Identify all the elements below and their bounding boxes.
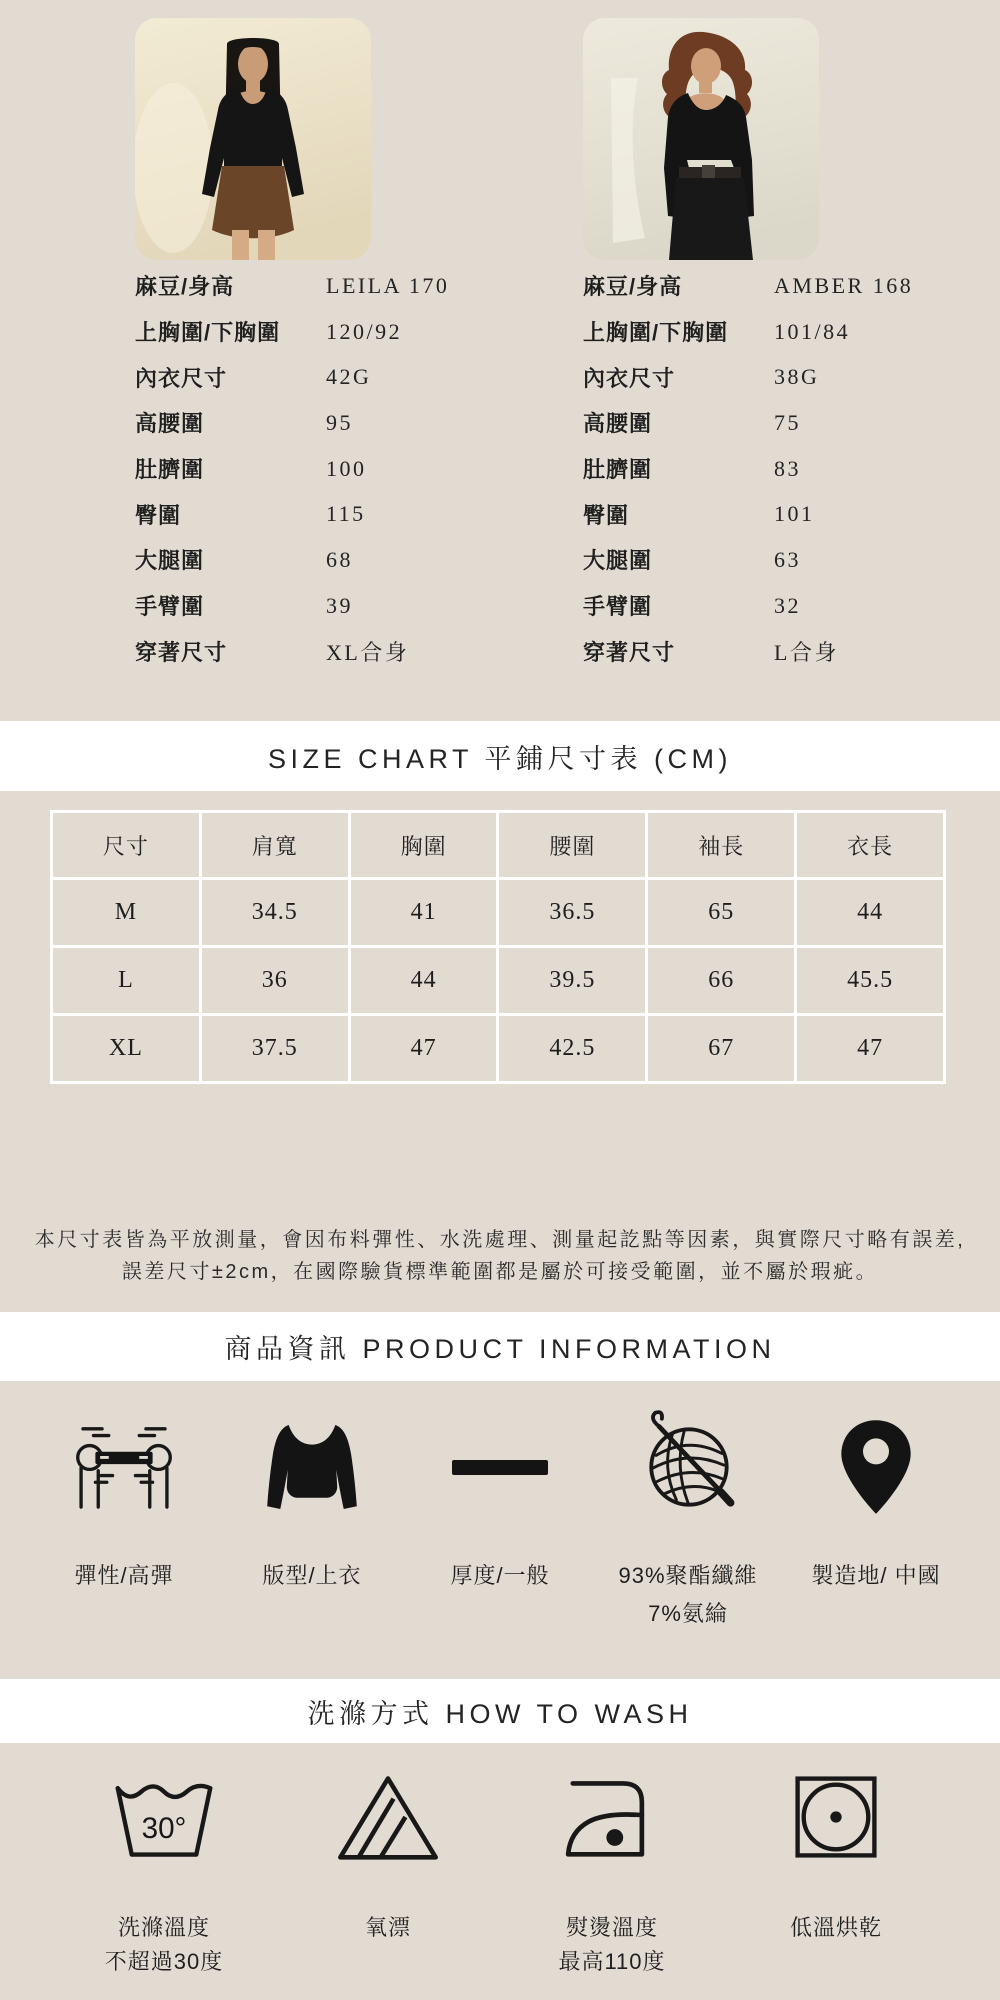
stat-label: 肚臍圍 <box>583 457 653 483</box>
size-table-header: 袖長 <box>647 812 796 879</box>
info-label: 彈性/高彈 <box>74 1563 174 1588</box>
size-table-cell: 47 <box>349 1015 498 1083</box>
size-table-header: 肩寬 <box>200 812 349 879</box>
stat-label: 上胸圍/下胸圍 <box>135 320 281 346</box>
stat-label: 大腿圍 <box>135 548 205 574</box>
wash-label <box>727 1911 945 1945</box>
disclaimer-line-1: 本尺寸表皆為平放測量，會因布料彈性、水洗處理、測量起訖點等因素，與實際尺寸略有誤差, <box>34 1229 966 1251</box>
stat-row <box>583 583 819 629</box>
size-table-row-m <box>52 879 945 947</box>
stat-value: LEILA 170 <box>326 272 450 298</box>
stat-label: 臀圍 <box>583 502 630 528</box>
size-table-cell: 42.5 <box>498 1015 647 1083</box>
model-photo-amber <box>583 18 819 260</box>
stat-row <box>135 537 371 583</box>
stat-value: 101 <box>774 501 815 527</box>
wash-label-line-2: 最高110度 <box>558 1949 666 1974</box>
model-photo-leila <box>135 18 371 260</box>
top-garment-icon <box>218 1411 406 1523</box>
stat-label: 高腰圍 <box>583 411 653 437</box>
info-label: 版型/上衣 <box>262 1563 362 1588</box>
product-info-band <box>0 1312 1000 1381</box>
stat-value: 42G <box>326 364 372 390</box>
stat-row <box>583 446 819 492</box>
size-table-cell: 44 <box>349 947 498 1015</box>
stat-value: 120/92 <box>326 318 403 344</box>
product-info-title: 商品資訊 PRODUCT INFORMATION <box>224 1334 776 1364</box>
wash-temperature-icon <box>55 1769 273 1865</box>
stat-value: 100 <box>326 455 367 481</box>
stat-value: 32 <box>774 592 801 618</box>
wash-label-line-1: 熨燙溫度 <box>565 1915 658 1940</box>
wash-label-line-2: 不超過30度 <box>104 1949 224 1974</box>
wash-label <box>503 1911 721 1979</box>
stat-label: 穿著尺寸 <box>583 639 676 665</box>
stat-row <box>135 354 371 400</box>
stat-row <box>583 354 819 400</box>
stat-row <box>135 583 371 629</box>
size-table-header: 衣長 <box>796 812 945 879</box>
stat-label: 高腰圍 <box>135 411 205 437</box>
size-table-header: 腰圍 <box>498 812 647 879</box>
info-item-stretch <box>30 1411 218 1679</box>
stat-value: 101/84 <box>774 318 851 344</box>
stat-value: AMBER 168 <box>774 272 914 298</box>
info-item-material <box>594 1411 782 1679</box>
wash-label <box>279 1911 497 1945</box>
wash-label <box>55 1911 273 1979</box>
stat-row <box>583 629 839 675</box>
stat-label: 內衣尺寸 <box>583 365 676 391</box>
stat-label: 手臂圍 <box>583 594 653 620</box>
size-table-section <box>0 791 1000 1312</box>
info-item-origin <box>782 1411 970 1679</box>
info-label-2: 7%氨綸 <box>648 1601 728 1626</box>
stat-row <box>583 263 914 309</box>
stat-label: 臀圍 <box>135 502 182 528</box>
stat-row <box>583 400 819 446</box>
size-table-cell: 45.5 <box>796 947 945 1015</box>
disclaimer-line-2: 誤差尺寸±2cm，在國際驗貨標準範圍都是屬於可接受範圍，並不屬於瑕疵。 <box>121 1261 879 1283</box>
size-table-cell: 66 <box>647 947 796 1015</box>
stat-row <box>135 446 371 492</box>
stat-row <box>583 309 851 355</box>
size-table-cell: 34.5 <box>200 879 349 947</box>
size-table-cell: XL <box>52 1015 201 1083</box>
stat-label: 上胸圍/下胸圍 <box>583 320 729 346</box>
size-table-header-row <box>52 812 945 879</box>
model-measurements-section <box>0 0 1000 721</box>
stat-value: 63 <box>774 546 801 572</box>
wash-item-temperature <box>55 1769 273 2000</box>
info-label: 製造地/ 中國 <box>811 1563 941 1588</box>
size-chart-title: SIZE CHART 平鋪尺寸表 (CM) <box>267 743 732 774</box>
size-table-cell: 65 <box>647 879 796 947</box>
amber-stats-list <box>583 263 914 674</box>
size-chart-band <box>0 721 1000 791</box>
product-info-section <box>0 1381 1000 1679</box>
thickness-icon <box>406 1411 594 1523</box>
stretch-icon <box>30 1411 218 1523</box>
size-table-cell: 44 <box>796 879 945 947</box>
leila-stats-list <box>135 263 450 674</box>
info-item-fit <box>218 1411 406 1679</box>
size-table-cell: 37.5 <box>200 1015 349 1083</box>
info-item-thickness <box>406 1411 594 1679</box>
size-table-cell: 47 <box>796 1015 945 1083</box>
size-table-cell: 36.5 <box>498 879 647 947</box>
stat-row <box>135 309 403 355</box>
how-to-wash-band <box>0 1679 1000 1743</box>
how-to-wash-title: 洗滌方式 HOW TO WASH <box>307 1698 693 1729</box>
stat-row <box>135 263 450 309</box>
info-label: 厚度/一般 <box>450 1563 550 1588</box>
stat-label: 穿著尺寸 <box>135 639 228 665</box>
stat-value: 83 <box>774 455 801 481</box>
stat-row <box>135 629 410 675</box>
size-table-cell: 36 <box>200 947 349 1015</box>
stat-label: 大腿圍 <box>583 548 653 574</box>
info-label: 93%聚酯纖維 <box>618 1563 758 1588</box>
size-table-cell: 67 <box>647 1015 796 1083</box>
size-table-row-xl <box>52 1015 945 1083</box>
stat-label: 肚臍圍 <box>135 457 205 483</box>
stat-label: 手臂圍 <box>135 594 205 620</box>
wash-item-bleach <box>279 1769 497 2000</box>
stat-value: 39 <box>326 592 353 618</box>
wash-item-dry <box>727 1769 945 2000</box>
stat-row <box>135 491 371 537</box>
stat-row <box>583 537 819 583</box>
stat-label: 麻豆/身高 <box>135 274 235 300</box>
stat-value: 75 <box>774 409 801 435</box>
size-table-cell: M <box>52 879 201 947</box>
size-table-cell: 41 <box>349 879 498 947</box>
size-table <box>50 810 946 1084</box>
size-table-cell: 39.5 <box>498 947 647 1015</box>
model-column-amber <box>583 18 914 674</box>
tumble-dry-low-icon <box>727 1769 945 1865</box>
stat-label: 麻豆/身高 <box>583 274 683 300</box>
stat-value: 115 <box>326 501 366 527</box>
size-table-row-l <box>52 947 945 1015</box>
oxygen-bleach-icon <box>279 1769 497 1865</box>
model-column-leila <box>135 18 450 674</box>
wash-item-iron <box>503 1769 721 2000</box>
yarn-icon <box>594 1411 782 1523</box>
location-pin-icon <box>782 1411 970 1523</box>
wash-temperature-badge: 30° <box>141 1811 187 1845</box>
wash-label-line-1: 氧漂 <box>364 1915 411 1940</box>
size-table-header: 尺寸 <box>52 812 201 879</box>
wash-care-section <box>0 1743 1000 2000</box>
size-table-cell: L <box>52 947 201 1015</box>
stat-row <box>583 491 819 537</box>
stat-value: L合身 <box>774 639 839 665</box>
size-table-header: 胸圍 <box>349 812 498 879</box>
measurement-disclaimer <box>0 1224 1000 1288</box>
wash-label-line-1: 洗滌溫度 <box>117 1915 210 1940</box>
stat-row <box>135 400 371 446</box>
stat-value: 95 <box>326 409 353 435</box>
stat-value: 38G <box>774 364 820 390</box>
stat-label: 內衣尺寸 <box>135 365 228 391</box>
stat-value: XL合身 <box>326 639 410 665</box>
stat-value: 68 <box>326 546 353 572</box>
wash-label-line-1: 低溫烘乾 <box>789 1915 882 1940</box>
iron-temperature-icon <box>503 1769 721 1865</box>
